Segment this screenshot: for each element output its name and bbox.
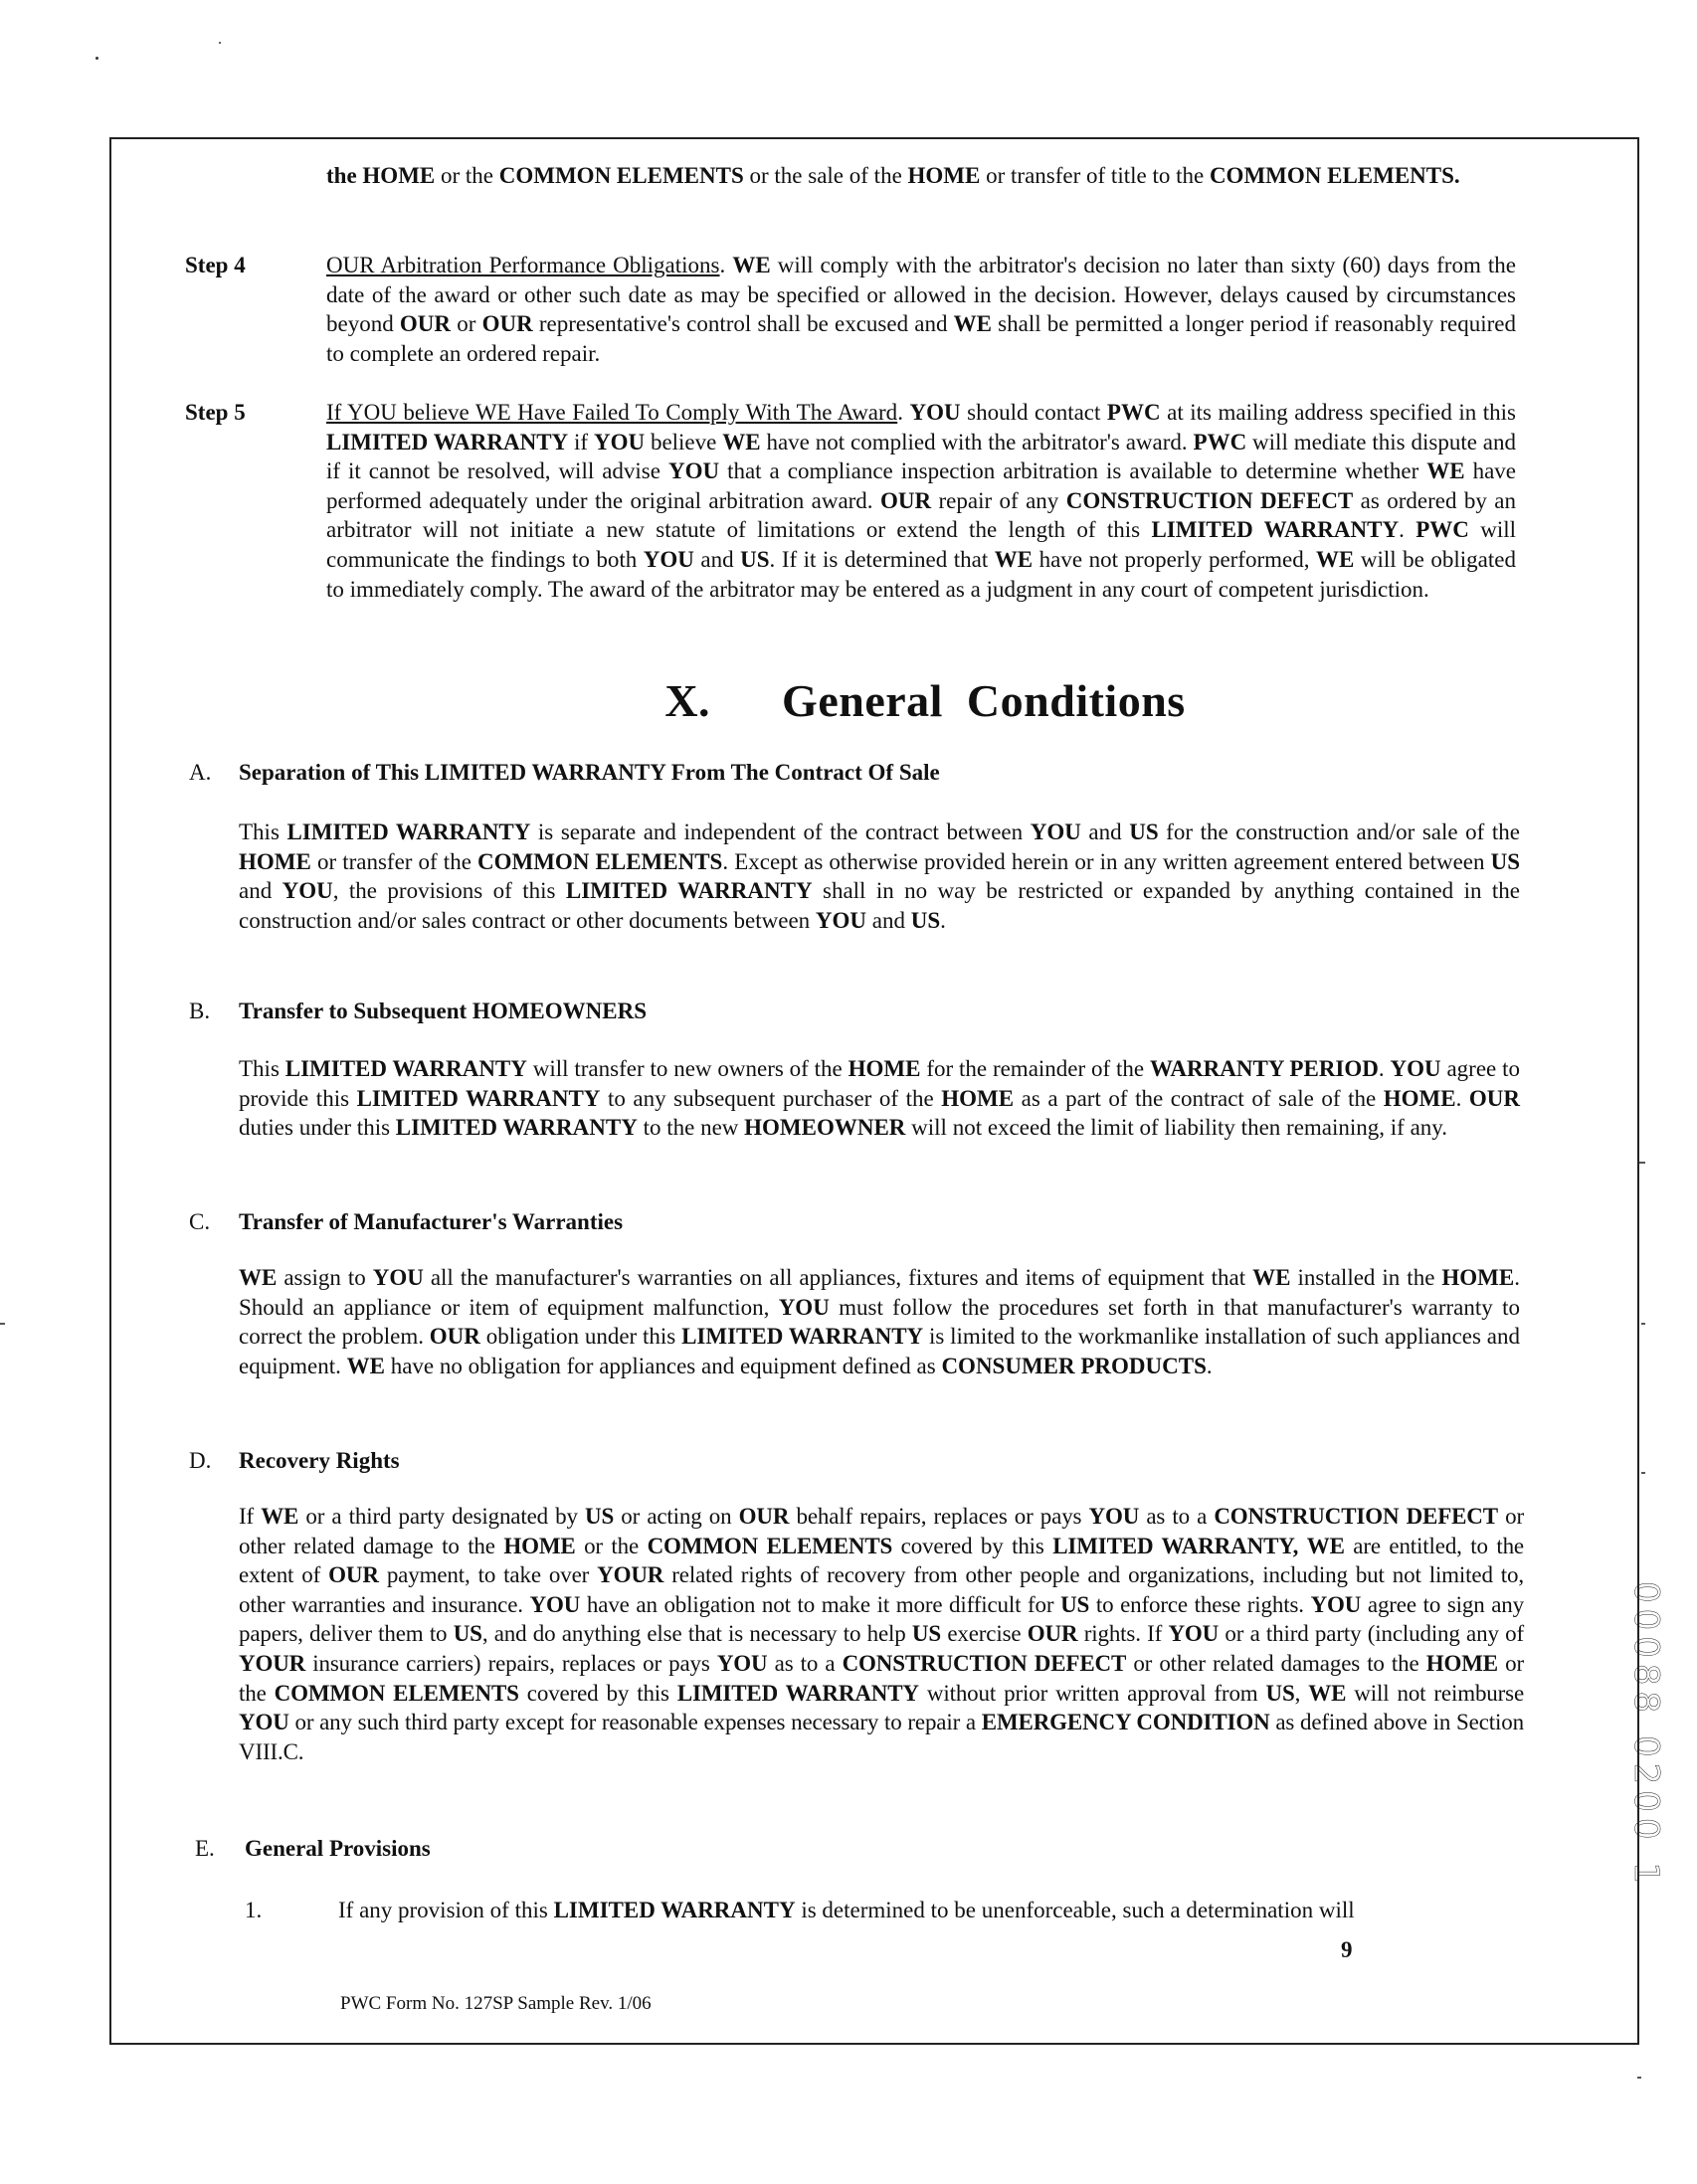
section-b-letter: B. — [189, 999, 211, 1023]
page-number: 9 — [1341, 1937, 1353, 1962]
section-b-text: This LIMITED WARRANTY will transfer to new owners of the HOME for the remainder of the WARRANTY PERIOD. YOU agree to provide this LIMITED WARRANTY to any subsequent purchaser of the HOME as a part of the contract of sale of the HOME. OUR duties under this LIMITED WARRANTY to the new HOMEOWNER will not exceed the limit of liability then remaining, if any. — [239, 1056, 1521, 1141]
provision-1-number: 1. — [245, 1898, 263, 1922]
section-a-title: Separation of This LIMITED WARRANTY From The Contract Of Sale — [239, 760, 940, 785]
step-5-text: YOU should contact PWC at its mailing address specified in this LIMITED WARRANTY if YOU believe WE have not complied with the arbitrator's award. PWC will mediate this dispute and if it cannot be resolved, will advise YOU that a compliance inspection arbitration is available to determine whether WE have performed adequately under the original arbitration award. OUR repair of any CONSTRUCTION DEFECT as ordered by an arbitrator will not initiate a new statute of limitations or extend the length of this LIMITED WARRANTY. PWC will communicate the findings to both YOU and US. If it is determined that WE have not properly performed, WE will be obligated to immediately comply. The award of the arbitrator may be entered as a judgment in any court of competent jurisdiction. — [326, 400, 1517, 602]
section-a-letter: A. — [189, 760, 212, 785]
step-4-text: WE will comply with the arbitrator's decision no later than sixty (60) days from the date of the award or other such date as may be specified or allowed in the decision. However, delays caused by circumstances beyond OUR or OUR representative's control shall be excused and WE shall be permitted a longer period if reasonably required to complete an ordered repair. — [326, 253, 1517, 366]
section-d-letter: D. — [189, 1448, 212, 1473]
intro-continuation: the HOME or the COMMON ELEMENTS or the sale of the HOME or transfer of title to the COMMON ELEMENTS. — [326, 163, 1460, 188]
section-e-letter: E. — [195, 1836, 215, 1861]
form-footer: PWC Form No. 127SP Sample Rev. 1/06 — [340, 1993, 652, 2014]
step-4-label: Step 4 — [185, 253, 246, 277]
step-5-body: If YOU believe WE Have Failed To Comply With The Award. YOU should contact PWC at its mailing address specified in this LIMITED WARRANTY if YOU believe WE have not complied with the arbitrator's award. PWC will mediate this dispute and if it cannot be resolved, will advise YOU that a compliance inspection arbitration is available to determine whether WE have performed adequately under the original arbitration award. OUR repair of any CONSTRUCTION DEFECT as ordered by an arbitrator will not initiate a new statute of limitations or extend the length of this LIMITED WARRANTY. PWC will communicate the findings to both YOU and US. If it is determined that WE have not properly performed, WE will be obligated to immediately comply. The award of the arbitrator may be entered as a judgment in any court of competent jurisdiction. — [326, 400, 1517, 602]
section-e-title: General Provisions — [245, 1836, 431, 1861]
step-5-heading: If YOU believe WE Have Failed To Comply With The Award — [326, 400, 898, 425]
section-c-letter: C. — [189, 1209, 211, 1234]
step-4-heading: OUR Arbitration Performance Obligations — [326, 253, 720, 277]
section-d-text: If WE or a third party designated by US or acting on OUR behalf repairs, replaces or pays YOU as to a CONSTRUCTION DEFECT or other related damage to the HOME or the COMMON ELEMENTS covered by this LIMITED WARRANTY, WE are entitled, to the extent of OUR payment, to take over YOUR related rights of recovery from other people and organizations, including but not limited to, other warranties and insurance. YOU have an obligation not to make it more difficult for US to enforce these rights. YOU agree to sign any papers, deliver them to US, and do anything else that is necessary to help US exercise OUR rights. If YOU or a third party (including any of YOUR insurance carriers) repairs, replaces or pays YOU as to a CONSTRUCTION DEFECT or other related damages to the HOME or the COMMON ELEMENTS covered by this LIMITED WARRANTY without prior written approval from US, WE will not reimburse YOU or any such third party except for reasonable expenses necessary to repair a EMERGENCY CONDITION as defined above in Section VIII.C. — [239, 1504, 1525, 1764]
section-c-text: WE assign to YOU all the manufacturer's warranties on all appliances, fixtures and items of equipment that WE installed in the HOME. Should an appliance or item of equipment malfunction, YOU must follow the procedures set forth in that manufacturer's warranty to correct the problem. OUR obligation under this LIMITED WARRANTY is limited to the workmanlike installation of such appliances and equipment. WE have no obligation for appliances and equipment defined as CONSUMER PRODUCTS. — [239, 1265, 1520, 1378]
step-4-body: OUR Arbitration Performance Obligations. WE will comply with the arbitrator's decision no later than sixty (60) days from the date of the award or other such date as may be specified or allowed in the decision. However, delays caused by circumstances beyond OUR or OUR representative's control shall be excused and WE shall be permitted a longer period if reasonably required to complete an ordered repair. — [326, 253, 1517, 366]
section-d-title: Recovery Rights — [239, 1448, 400, 1473]
provision-1-text: If any provision of this LIMITED WARRANTY is determined to be unenforceable, such a determination will — [338, 1898, 1355, 1922]
section-c-title: Transfer of Manufacturer's Warranties — [239, 1209, 624, 1234]
step-5-label: Step 5 — [185, 400, 246, 425]
bates-stamp: 00088 0200 1 — [1626, 1581, 1666, 1890]
section-b-title: Transfer to Subsequent HOMEOWNERS — [239, 999, 648, 1023]
section-title: X. General Conditions — [664, 675, 1186, 726]
section-a-text: This LIMITED WARRANTY is separate and independent of the contract between YOU and US for the construction and/or sale of the HOME or transfer of the COMMON ELEMENTS. Except as otherwise provided herein or in any written agreement entered between US and YOU, the provisions of this LIMITED WARRANTY shall in no way be restricted or expanded by anything contained in the construction and/or sales contract or other documents between YOU and US. — [239, 819, 1521, 933]
